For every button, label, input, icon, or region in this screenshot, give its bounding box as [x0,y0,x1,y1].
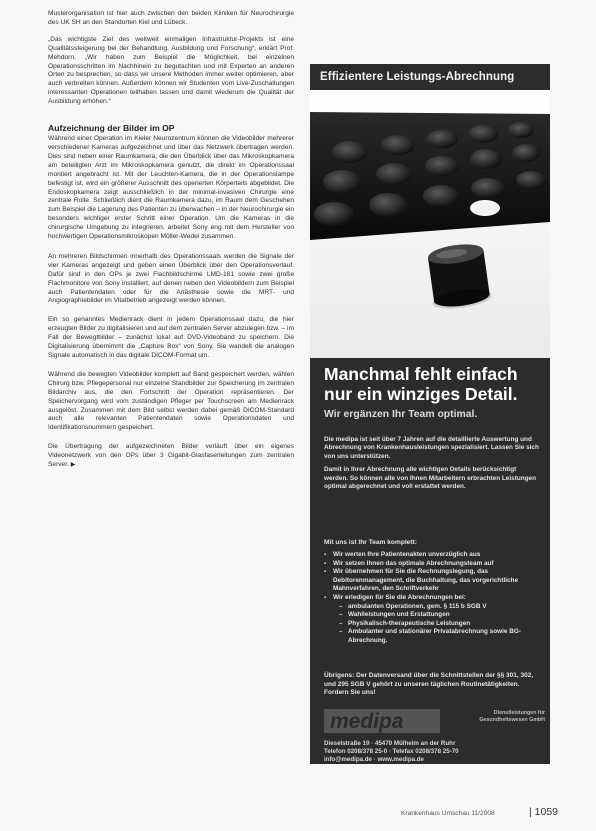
paragraph-network [48,443,294,470]
logo-text: medipa [330,710,404,733]
ad-claim: Dienstleistungen für Gesundheitswesen GmbH [479,710,545,723]
paragraph-cameras: Während einer Operation im Kieler Neurozentrum können die Videobilder mehrerer verschiedener Kameras aufgezeichnet und über das Netzwerk übertragen werden. Dies sind neben einer Raumkamera, die den Überblick über das Mikroskopkamera am beteiligten Arzt im Mikroskopkamera genutzt, die direkt im Operationssaal montiert angebracht ist. Mit der Leuchten-Kamera, die in der Operationslampe befestigt ist, wird ein größerer Ausschnitt des operierten Körperteils abgebildet. Die Endoskopkamera zeigt ausschließlich in der minimal-invasiven Chirurgie eine zentrale Rolle. Schließlich dient die Raumkamera dazu, im Raum dem Geschehen zum Beispiel die Lagerung des Patienten zu überwachen – in der Neurochirurgie ein besonders wichtiger erster Schritt einer Operation. Um die Kameras in die chirurgische Umgebung zu integrieren, arbeitet Sony eng mit dem Hersteller von hochwertigen Operationsmikroskopen Möller-Wedel zusammen. [48,135,294,241]
ad-service-list [324,551,542,646]
paragraph-quote: „Das wichtigste Ziel des weltweit einmaligen Infrastruktur-Projekts ist eine Qualitätssteigerung bei der Behandlung, Ausbildung und Forschung“, erklärt Prof. Mehdorn. „Wir haben zum Beispiel die Möglichkeit, bei einzelnen Operationsschritten im Nachhinein zu begutachten und mit Experten an anderen Orten zu besprechen, so dass wir unsere Methoden immer weiter optimieren, aber auch verbreiten können. Außerdem können wir Studenten vom Live-Zuschaltungen interessanten Operationen teilhaben lassen und damit wiederum die Qualität der Ausbildung erhöhen.“ [48,35,294,106]
ad-headline: Manchmal fehlt einfach nur ein winziges Detail. [324,364,518,404]
medipa-logo [324,709,440,733]
ad-address: Dieselstraße 19 · 45470 Mülheim an der Ruhr [324,740,456,747]
continue-arrow-icon: ▶ [70,462,76,469]
sub-list-item: – Ambulanter und stationärer Privatabrechnung sowie BG-Abrechnung. [339,628,542,645]
ad-email-web: info@medipa.de · www.medipa.de [324,756,425,764]
list-item-text: Wir erledigen für Sie die Abrechnungen bei: [333,593,466,601]
page-number: | 1059 [529,806,559,818]
article-column [48,10,294,480]
paragraph-intro: Musterorganisation ist hier auch zwischen den beiden Kliniken für Neurochirurgie des UK SH an den Standorten Kiel und Lübeck. [48,10,294,26]
advertisement [310,64,550,764]
ad-subline: Wir ergänzen Ihr Team optimal. [324,409,478,420]
ad-intro-paragraph: Die medipa ist seit über 7 Jahren auf die detaillierte Auswertung und Abrechnung von Krankenhausleistungen spezialisiert. Lassen Sie sich von uns unterstützen. [324,436,539,460]
ad-title: Effizientere Leistungs-Abrechnung [320,71,515,83]
ad-contact [324,740,544,764]
list-item: ▪ Wir übernehmen für Sie die Rechnungslegung, das Debitorenmanagement, die Buchhaltung, das vorgerichtliche Mahnverfahren, den Schriftverkehr [324,568,542,594]
paragraph-media-rack: Ein so genanntes Medienrack dient in jedem Operationssaal dazu, die hier erzeugten Bilder zu digitalisieren und auf dem zentralen Server abzulegen bzw. – im Fall der Bewegtbilder – zunächst lokal auf DVD-Videoband zu speichern. Die Digitalisierung übernimmt die „Capture Box“ von Sony. Sie wandelt die analogen Signale automatisch in das digitale DICOM-Format um. [48,316,294,359]
ad-closing: Übrigens: Der Datenversand über die Schnittstellen der §§ 301, 302, und 295 SGB V gehört zu unseren täglichen Routinetätigkeiten. Fordern Sie uns! [324,672,534,697]
photo-pegboard-illustration [310,90,550,358]
sub-list-item: – ambulanten Operationen, gem. § 115 b SGB V [339,603,542,612]
ad-intro-paragraph: Damit in Ihrer Abrechnung alle wichtigen Details berücksichtigt werden. So können alle von Ihnen Mitarbeitern erbrachten Leistungen optimal abgerechnet und voll erstattet werden. [324,466,536,491]
paragraph-storage: Während die bewegten Videobilder komplett auf Band gespeichert werden, wählen Chirurg bzw. Pflegepersonal nur einzelne Standbilder zur Speicherung im zentralen Bildarchiv aus, die den Fortschritt der Operation repräsentieren. Der Speichervorgang wird vom zuständigen Pfleger per Touchscreen am Medienrack ausgelöst. Zusammen mit dem Bild selbst werden dabei gemäß DICOM-Standard auch alle relevanten Patientendaten sowie Operationsdaten und Identifikationsnummern gespeichert. [48,370,294,432]
sub-list-item: – Physikalisch-therapeutische Leistungen [339,620,542,629]
section-heading: Aufzeichnung der Bilder im OP [48,123,175,134]
ad-phone: Telefon 0208/378 25-0 · Telefax 0208/378 25-70 [324,748,459,756]
ad-intro [324,436,542,496]
footer-source: Krankenhaus Umschau 11/2008 [401,810,495,817]
ad-sub-list [333,603,542,646]
sub-list-item: – Wahlleistungen und Erstattungen [339,611,542,620]
list-item: ▪ Wir werten Ihre Patientenakten unverzüglich aus [324,551,542,560]
paragraph-monitors: An mehreren Bildschirmen innerhalb des Operationssaals werden die Signale der vier Kameras angezeigt und geben einen Überblick über den Operationsverlauf. Dafür sind in den OPs je zwei Flachbildschirme LMD-181 sowie zwei große Flachmonitore von Sony installiert, auf denen neben den Videobildern zum Beispiel auch Patientendaten oder für die Anästhesie sowie die MRT- und Angiographiebilder im Vitalbetrieb angezeigt werden können. [48,252,294,305]
paragraph-network-text: Die Übertragung der aufgezeichneten Bilder verläuft über ein eigenes Videonetzwerk von den OPs über 3 Gigabit-Glasfaserleitungen zum zentralen Server. [48,443,294,469]
list-item: ▪ Wir setzen Ihnen das optimale Abrechnungsteam auf [324,560,542,569]
ad-photo [310,90,550,358]
list-item [324,594,542,646]
ad-list-heading: Mit uns ist Ihr Team komplett: [324,539,417,546]
